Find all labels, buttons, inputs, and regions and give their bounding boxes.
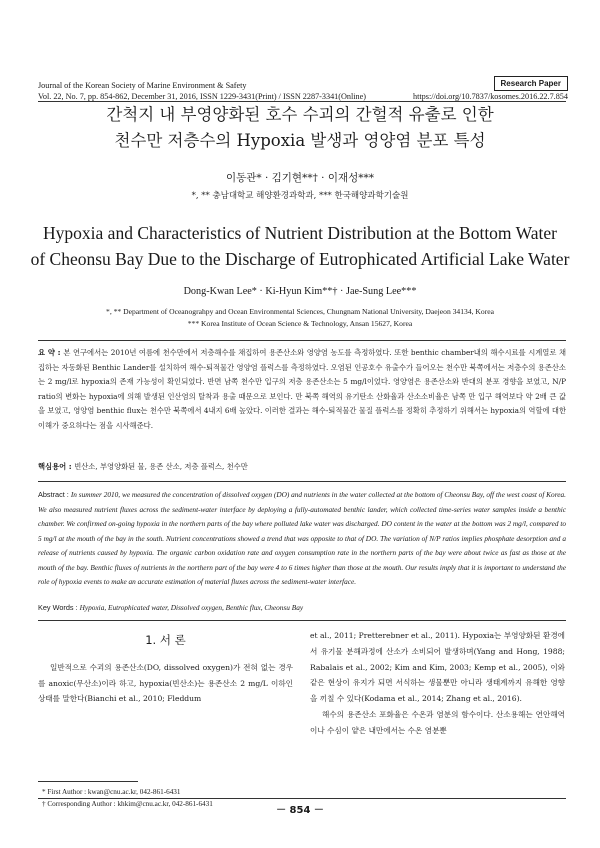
- english-abstract-text: In summer 2010, we measured the concentration of dissolved oxygen (DO) and nutrients in the water collected at the bottom of Cheonsu Bay, off the west coast of Korea. We also measured nutrient fluxes across the sediment-water interface by deploying a fully-automated benthic lander, which collected time-series water samples inside a benthic chamber. We confirmed on-going hypoxia in the northern parts of the bay where polluted lake water was discharged. DO content in the water at the bottom was 2 mg/l, compared to 5 mg/l at the mouth of the bay in the south. Nutrient concentrations showed a trend that was opposite to that of DO. The variation of N/P ratios implies phosphate desorption and a release of nutrients caused by hypoxia. The organic carbon oxidation rate and oxygen consumption rate in the northern parts of the bay were about twice as fast as those at the mouth of the bay. Benthic fluxes of nutrients in the northern part of the bay were 4 to 6 times higher than those at the mouth. Our results imply that it is important to understand the role of hypoxia events to make an accurate estimation of material fluxes across the sediment-water interface.: [38, 490, 566, 586]
- korean-title-line-1: 간척지 내 부영양화된 호수 수괴의 간헐적 유출로 인한: [106, 105, 494, 124]
- first-author-note: * First Author : kwan@cnu.ac.kr, 042-861-6431: [42, 788, 181, 796]
- section-title: 1. 서 론: [145, 633, 186, 647]
- journal-name: Journal of the Korean Society of Marine Environment & Safety: [38, 81, 247, 90]
- korean-title-line-2: 천수만 저층수의 Hypoxia 발생과 영양염 분포 특성: [114, 131, 486, 150]
- right-paragraph-1: et al., 2011; Pretterebner et al., 2011). Hypoxia는 부영양화된 환경에서 유기물 분해과정에 산소가 소비되어 발생하며(Yang and Hong, 1988; Rabalais et al., 2002; Kim and Kim, 2003; Kemp et al., 2005), 이와 같은 현상이 유지가 되면 서식하는 생물뿐만 아니라 생태계까지 유해한 영향을 끼칠 수 있다(Kodama et al., 2014; Zhang et al., 2016).: [310, 631, 565, 704]
- volume-line: Vol. 22, No. 7, pp. 854-862, December 31, 2016, ISSN 1229-3431(Print) / ISSN 2287-3341(Online): [38, 92, 367, 101]
- corresponding-author-note: † Corresponding Author : khkim@cnu.ac.kr, 042-861-6431: [42, 800, 213, 808]
- english-abstract-label: Abstract :: [38, 490, 71, 499]
- korean-title: [20, 102, 580, 154]
- korean-keywords-text: 빈산소, 부영양화된 물, 용존 산소, 저층 플럭스, 천수만: [74, 462, 248, 471]
- korean-authors: 이동관* · 김기현**† · 이재성***: [225, 172, 375, 184]
- english-keywords-text: Hypoxia, Eutrophicated water, Dissolved oxygen, Benthic flux, Cheonsu Bay: [79, 603, 304, 612]
- english-affiliation: [0, 306, 600, 330]
- english-title-line-1: Hypoxia and Characteristics of Nutrient Distribution at the Bottom Water: [43, 223, 557, 243]
- korean-abstract: [38, 346, 566, 434]
- english-title: [20, 220, 580, 272]
- english-keywords-label: Key Words :: [38, 603, 80, 612]
- page-number: － 854 －: [276, 805, 324, 816]
- english-keywords: [38, 603, 566, 612]
- korean-abstract-label: 요 약 :: [38, 348, 64, 357]
- korean-abstract-text: 본 연구에서는 2010년 여름에 천수만에서 저층해수를 채집하여 용존산소와 영양염 농도를 측정하였다. 또한 benthic chamber내의 해수시료를 시계열로 채집하는 자동화된 Benthic Lander를 설치하여 해수-퇴적물간 영양염 플럭스를 측정하였다. 오염된 인공호수 유출수가 들어오는 천수만 북쪽에서는 저층수의 용존산소는 2 mg/l로 hypoxia의 존재 가능성이 확인되었다. 반면 남쪽 천수만 입구의 저층 용존산소는 5 mg/l이었다. 영양염은 용존산소와 반대의 분포 경향을 보였고, N/P ratio의 변화는 hypoxia에 의해 발생된 인산염의 탈착과 용출 때문으로 보인다. 만 북쪽 해역의 유기탄소 산화율과 산소소비율은 남쪽 만 입구 해역보다 약 2배 큰 값을 보였고, 영양염 benthic flux는 천수만 북쪽에서 4내지 6배 높았다. 이러한 결과는 해수-퇴적물간 물질 플럭스를 정확히 추정하기 위해서는 hypoxia의 역할에 대한 이해가 중요하다는 점을 시사해준다.: [38, 348, 566, 430]
- left-paragraph: 일반적으로 수괴의 용존산소(DO, dissolved oxygen)가 전혀 없는 경우를 anoxic(무산소)이라 하고, hypoxia(빈산소)는 용존산소 2 mg/L 이하인 상태를 말한다(Bianchi et al., 2010; Fleddum: [38, 662, 293, 704]
- affiliation-line-1: *, ** Department of Oceanograhpy and Ocean Environmental Sciences, Chungnam National University, Daejeon 34134, Korea: [106, 307, 494, 316]
- affiliation-line-2: *** Korea Institute of Ocean Science & Technology, Ansan 15627, Korea: [187, 319, 413, 328]
- korean-keywords-label: 핵심용어 :: [38, 462, 75, 471]
- body-right-column: [310, 628, 565, 739]
- abstract-top-rule: [38, 340, 566, 341]
- korean-keywords: [38, 462, 566, 472]
- right-paragraph-2: 해수의 용존산소 포화율은 수온과 염분의 함수이다. 산소용해는 연안해역이나 수심이 얕은 내만에서는 수온 염분뿐: [310, 709, 565, 735]
- page-bottom-rule: [38, 798, 566, 799]
- abstract-bottom-rule: [38, 620, 566, 621]
- research-paper-badge: Research Paper: [494, 76, 568, 91]
- journal-header: [38, 80, 568, 102]
- body-left-column: [38, 628, 293, 707]
- footnote-rule: [38, 781, 138, 782]
- english-authors: Dong-Kwan Lee* · Ki-Hyun Kim**† · Jae-Sung Lee***: [183, 286, 417, 297]
- english-title-line-2: of Cheonsu Bay Due to the Discharge of Eutrophicated Artificial Lake Water: [30, 249, 570, 269]
- english-abstract: [38, 488, 566, 590]
- doi-link[interactable]: https://doi.org/10.7837/kosomes.2016.22.7.854: [413, 92, 568, 101]
- korean-affiliation: *, ** 충남대학교 해양환경과학과, *** 한국해양과학기술원: [191, 191, 409, 201]
- abstract-divider: [38, 481, 566, 482]
